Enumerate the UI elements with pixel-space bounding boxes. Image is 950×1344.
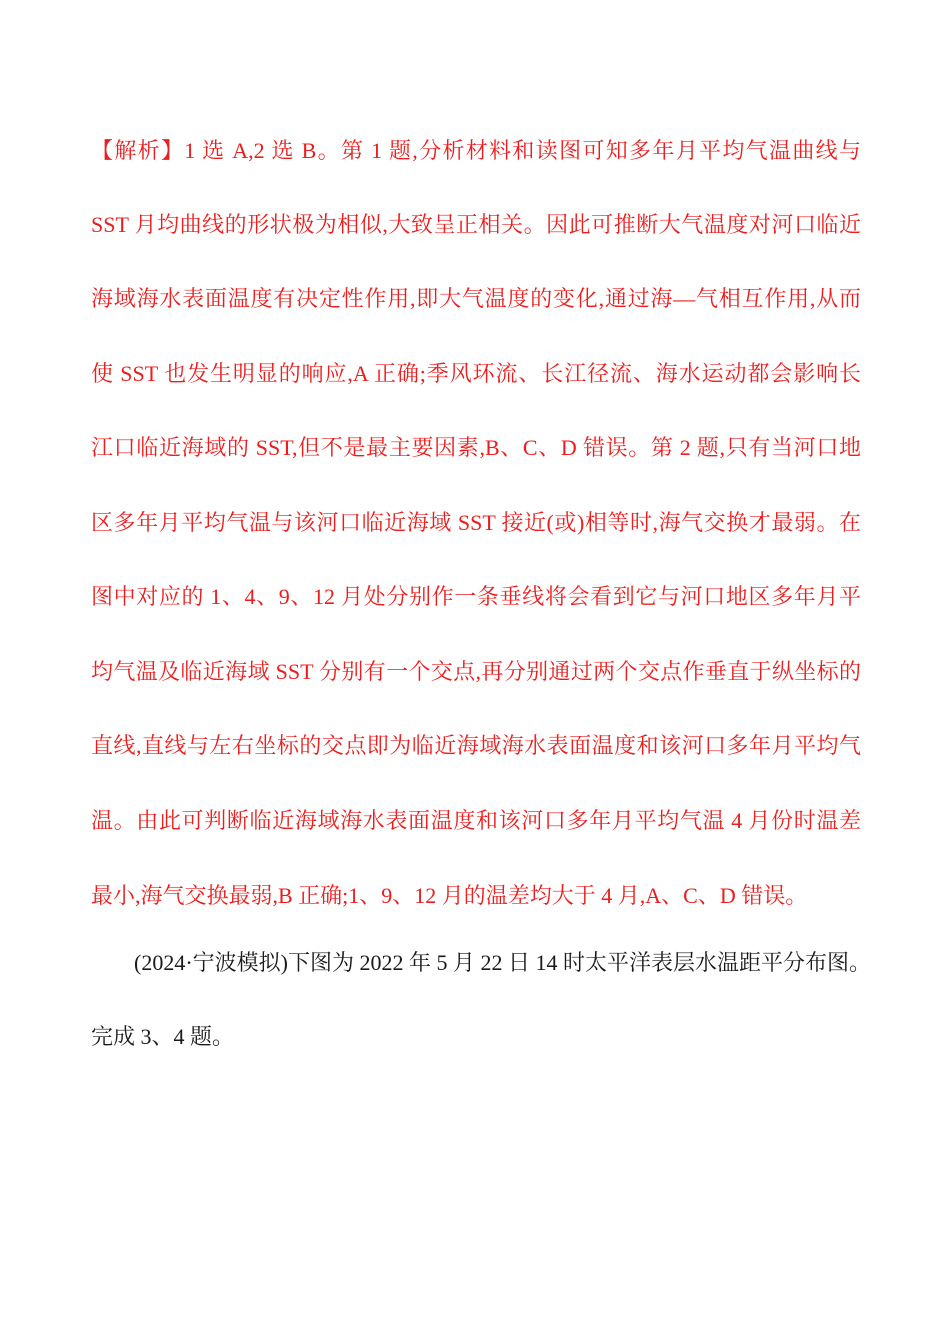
analysis-line-11: 最小,海气交换最弱,B 正确;1、9、12 月的温差均大于 4 月,A、C、D 错误。 <box>91 883 808 908</box>
analysis-line-10: 温。由此可判断临近海域海水表面温度和该河口多年月平均气温 4 月份时温差 <box>91 808 861 833</box>
analysis-line-2: SST 月均曲线的形状极为相似,大致呈正相关。因此可推断大气温度对河口临近 <box>91 212 861 237</box>
question-intro-line-2: 完成 3、4 题。 <box>91 1024 235 1049</box>
analysis-line-3: 海域海水表面温度有决定性作用,即大气温度的变化,通过海—气相互作用,从而 <box>91 286 861 311</box>
analysis-line-8: 均气温及临近海域 SST 分别有一个交点,再分别通过两个交点作垂直于纵坐标的 <box>91 659 861 684</box>
analysis-line-6: 区多年月平均气温与该河口临近海域 SST 接近(或)相等时,海气交换才最弱。在 <box>91 510 861 535</box>
analysis-line-7: 图中对应的 1、4、9、12 月处分别作一条垂线将会看到它与河口地区多年月平 <box>91 584 861 609</box>
analysis-line-4: 使 SST 也发生明显的响应,A 正确;季风环流、长江径流、海水运动都会影响长 <box>91 361 861 386</box>
analysis-line-1: 【解析】1 选 A,2 选 B。第 1 题,分析材料和读图可知多年月平均气温曲线与 <box>91 138 861 163</box>
analysis-line-5: 江口临近海域的 SST,但不是最主要因素,B、C、D 错误。第 2 题,只有当河口地 <box>91 435 861 460</box>
analysis-line-9: 直线,直线与左右坐标的交点即为临近海域海水表面温度和该河口多年月平均气 <box>91 733 861 758</box>
question-intro-line-1: (2024·宁波模拟)下图为 2022 年 5 月 22 日 14 时太平洋表层水温距平分布图。 <box>134 950 871 975</box>
